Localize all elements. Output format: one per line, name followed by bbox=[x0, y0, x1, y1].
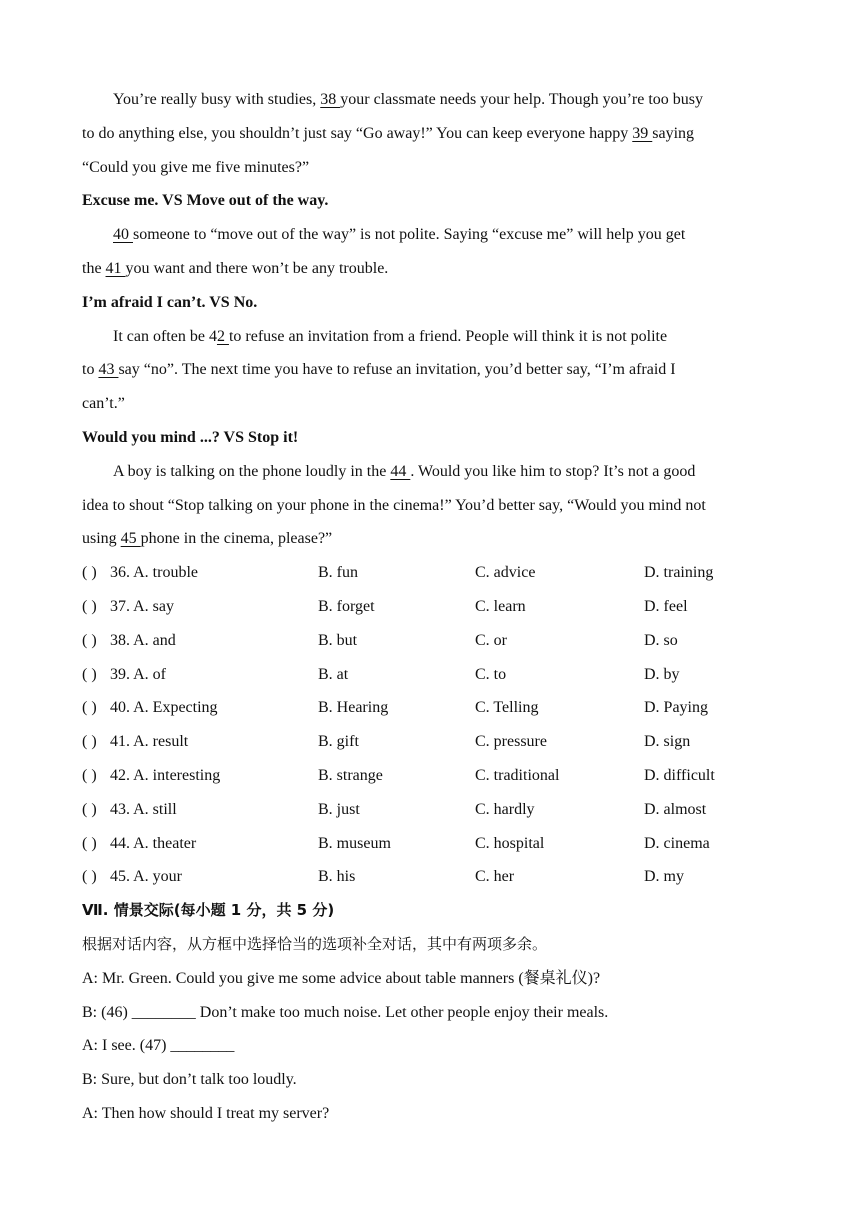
question-row bbox=[82, 658, 777, 692]
blank-40: 40 bbox=[113, 226, 133, 244]
option-a: 44. A. theater bbox=[110, 834, 197, 852]
option-c: C. her bbox=[475, 868, 515, 886]
question-row bbox=[82, 556, 777, 590]
dialogue-line: B: Sure, but don’t talk too loudly. bbox=[82, 1071, 297, 1089]
question-row bbox=[82, 691, 777, 725]
answer-parentheses: ( ) bbox=[82, 868, 97, 886]
passage-line: idea to shout “Stop talking on your phone in the cinema!” You’d better say, “Would you mind not bbox=[82, 496, 706, 514]
answer-parentheses: ( ) bbox=[82, 665, 97, 683]
question-row bbox=[82, 827, 777, 861]
passage-line: “Could you give me five minutes?” bbox=[82, 158, 310, 176]
blank-45: 45 bbox=[120, 530, 141, 548]
option-d: D. by bbox=[644, 665, 680, 683]
passage-text: It can often be 4 bbox=[113, 327, 217, 345]
option-c: C. Telling bbox=[475, 699, 539, 717]
dialogue-line: A: I see. (47) ________ bbox=[82, 1037, 235, 1055]
option-c: C. or bbox=[475, 631, 507, 649]
option-a: 39. A. of bbox=[110, 665, 166, 683]
answer-parentheses: ( ) bbox=[82, 766, 97, 784]
question-list bbox=[82, 556, 777, 894]
section-subheading: Excuse me. VS Move out of the way. bbox=[82, 192, 329, 210]
option-a: 42. A. interesting bbox=[110, 766, 221, 784]
option-a: 37. A. say bbox=[110, 597, 174, 615]
option-c: C. advice bbox=[475, 564, 536, 582]
passage-text: someone to “move out of the way” is not polite. Saying “excuse me” will help you get bbox=[133, 226, 686, 244]
option-a: 45. A. your bbox=[110, 868, 182, 886]
option-d: D. Paying bbox=[644, 699, 708, 717]
passage-line bbox=[82, 353, 777, 387]
dialogue-line: A: Then how should I treat my server? bbox=[82, 1104, 330, 1122]
document-page bbox=[82, 83, 777, 1131]
passage-text: to refuse an invitation from a friend. People will think it is not polite bbox=[228, 327, 668, 345]
question-row bbox=[82, 793, 777, 827]
passage-text: say “no”. The next time you have to refuse an invitation, you’d better say, “I’m afraid I bbox=[118, 361, 676, 379]
option-d: D. training bbox=[644, 564, 714, 582]
answer-parentheses: ( ) bbox=[82, 631, 97, 649]
dialogue-line: A: Mr. Green. Could you give me some advice about table manners (餐桌礼仪)? bbox=[82, 969, 601, 987]
option-d: D. cinema bbox=[644, 834, 710, 852]
passage-text: saying bbox=[652, 124, 695, 142]
dialogue-line: B: (46) ________ Don’t make too much noise. Let other people enjoy their meals. bbox=[82, 1003, 609, 1021]
option-b: B. just bbox=[318, 800, 360, 818]
passage-line bbox=[82, 320, 777, 354]
option-c: C. hardly bbox=[475, 800, 535, 818]
blank-44: 44 bbox=[390, 462, 411, 480]
passage-line bbox=[82, 252, 777, 286]
option-c: C. hospital bbox=[475, 834, 545, 852]
question-row bbox=[82, 759, 777, 793]
passage-text: you want and there won’t be any trouble. bbox=[125, 259, 389, 277]
passage-text: to bbox=[82, 361, 99, 379]
option-d: D. my bbox=[644, 868, 684, 886]
option-d: D. feel bbox=[644, 597, 688, 615]
option-a: 38. A. and bbox=[110, 631, 176, 649]
passage-text: your classmate needs your help. Though you’re too busy bbox=[340, 91, 703, 108]
passage-line bbox=[82, 455, 777, 489]
option-c: C. to bbox=[475, 665, 507, 683]
answer-parentheses: ( ) bbox=[82, 564, 97, 582]
passage-text: You’re really busy with studies, bbox=[113, 91, 321, 108]
passage-line bbox=[82, 83, 777, 117]
answer-parentheses: ( ) bbox=[82, 733, 97, 751]
passage-line bbox=[82, 117, 777, 151]
passage-text: phone in the cinema, please?” bbox=[140, 530, 333, 548]
passage-text: . Would you like him to stop? It’s not a good bbox=[410, 462, 696, 480]
passage-line: can’t.” bbox=[82, 395, 125, 413]
answer-parentheses: ( ) bbox=[82, 800, 97, 818]
question-row bbox=[82, 624, 777, 658]
passage-line bbox=[82, 218, 777, 252]
passage-text: the bbox=[82, 259, 106, 277]
option-d: D. difficult bbox=[644, 766, 715, 784]
section-heading: Ⅶ. 情景交际(每小题 1 分，共 5 分) bbox=[82, 901, 335, 920]
option-d: D. almost bbox=[644, 800, 707, 818]
option-d: D. so bbox=[644, 631, 678, 649]
blank-43: 43 bbox=[98, 361, 119, 379]
option-a: 40. A. Expecting bbox=[110, 699, 218, 717]
blank-41: 41 bbox=[105, 259, 126, 277]
option-a: 36. A. trouble bbox=[110, 564, 198, 582]
option-b: B. but bbox=[318, 631, 358, 649]
option-b: B. at bbox=[318, 665, 349, 683]
blank-39: 39 bbox=[632, 124, 653, 142]
option-b: B. fun bbox=[318, 564, 358, 582]
option-c: C. traditional bbox=[475, 766, 560, 784]
question-row bbox=[82, 725, 777, 759]
passage-line bbox=[82, 522, 777, 556]
blank-38: 38 bbox=[320, 91, 341, 108]
option-b: B. museum bbox=[318, 834, 391, 852]
section-instruction: 根据对话内容，从方框中选择恰当的选项补全对话，其中有两项多余。 bbox=[82, 934, 548, 953]
option-b: B. his bbox=[318, 868, 356, 886]
section-subheading: Would you mind ...? VS Stop it! bbox=[82, 428, 299, 446]
passage-text: to do anything else, you shouldn’t just say “Go away!” You can keep everyone happy bbox=[82, 124, 633, 142]
question-row bbox=[82, 590, 777, 624]
passage-text: using bbox=[82, 530, 121, 548]
section-subheading: I’m afraid I can’t. VS No. bbox=[82, 293, 258, 311]
answer-parentheses: ( ) bbox=[82, 834, 97, 852]
option-b: B. strange bbox=[318, 766, 383, 784]
option-b: B. forget bbox=[318, 597, 375, 615]
option-c: C. learn bbox=[475, 597, 526, 615]
question-row bbox=[82, 860, 777, 894]
answer-parentheses: ( ) bbox=[82, 699, 97, 717]
option-b: B. gift bbox=[318, 733, 359, 751]
option-d: D. sign bbox=[644, 733, 691, 751]
answer-parentheses: ( ) bbox=[82, 597, 97, 615]
option-c: C. pressure bbox=[475, 733, 547, 751]
blank-42: 2 bbox=[216, 327, 229, 345]
option-b: B. Hearing bbox=[318, 699, 389, 717]
option-a: 43. A. still bbox=[110, 800, 177, 818]
option-a: 41. A. result bbox=[110, 733, 189, 751]
passage-text: A boy is talking on the phone loudly in the bbox=[113, 462, 391, 480]
